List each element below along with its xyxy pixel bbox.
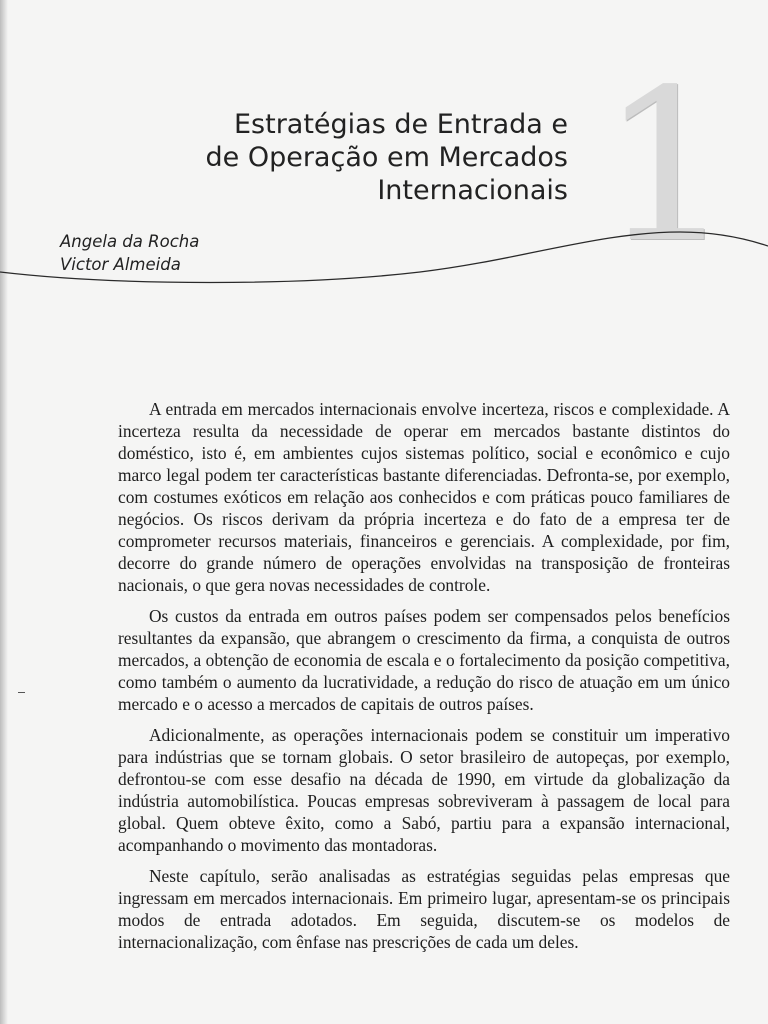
- body-paragraph: Os custos da entrada em outros países podem ser compensados pelos benefícios resultantes da expansão, que abrangem o crescimento da firma, a conquista de outros mercados, a obtenção de economia de escala e o fortalecimento da posição competitiva, como também o aumento da lucratividade, a redução do risco de atuação em um único mercado e o acesso a mercados de capitais de outros países.: [118, 606, 730, 714]
- chapter-title-line: Internacionais: [377, 175, 568, 206]
- body-paragraph: Neste capítulo, serão analisadas as estratégias seguidas pelas empresas que ingressam em mercados internacionais. Em primeiro lugar, apresentam-se os principais modos de entrada adotados. Em seguida, discutem-se os modelos de internacionalização, com ênfase nas prescrições de cada um deles.: [118, 866, 730, 952]
- author-name: Angela da Rocha: [60, 232, 200, 251]
- wave-divider-line: [0, 0, 768, 320]
- chapter-body: [118, 398, 730, 962]
- body-paragraph: Adicionalmente, as operações internacionais podem se constituir um imperativo para indústrias que se tornam globais. O setor brasileiro de autopeças, por exemplo, defrontou-se com esse desafio na década de 1990, em virtude da globalização da indústria automobilística. Poucas empresas sobreviveram à passagem de local para global. Quem obteve êxito, como a Sabó, partiu para a expansão internacional, acompanhando o movimento das montadoras.: [118, 725, 730, 855]
- margin-mark: [18, 692, 25, 693]
- chapter-title-line: de Operação em Mercados: [205, 142, 568, 173]
- chapter-number: 1: [600, 44, 734, 289]
- body-paragraph: A entrada em mercados internacionais envolve incerteza, riscos e complexidade. A incerteza resulta da necessidade de operar em mercados bastante distintos do doméstico, isto é, em ambientes cujos sistemas político, social e econômico e cujo marco legal podem ter características bastante diferenciadas. Defronta-se, por exemplo, com costumes exóticos em relação aos conhecidos e com práticas pouco familiares de negócios. Os riscos derivam da própria incerteza e do fato de a empresa ter de comprometer recursos materiais, financeiros e gerenciais. A complexidade, por fim, decorre do grande número de operações envolvidas na transposição de fronteiras nacionais, o que gera novas necessidades de controle.: [118, 399, 730, 595]
- author-name: Victor Almeida: [60, 255, 181, 274]
- chapter-title-line: Estratégias de Entrada e: [233, 109, 568, 140]
